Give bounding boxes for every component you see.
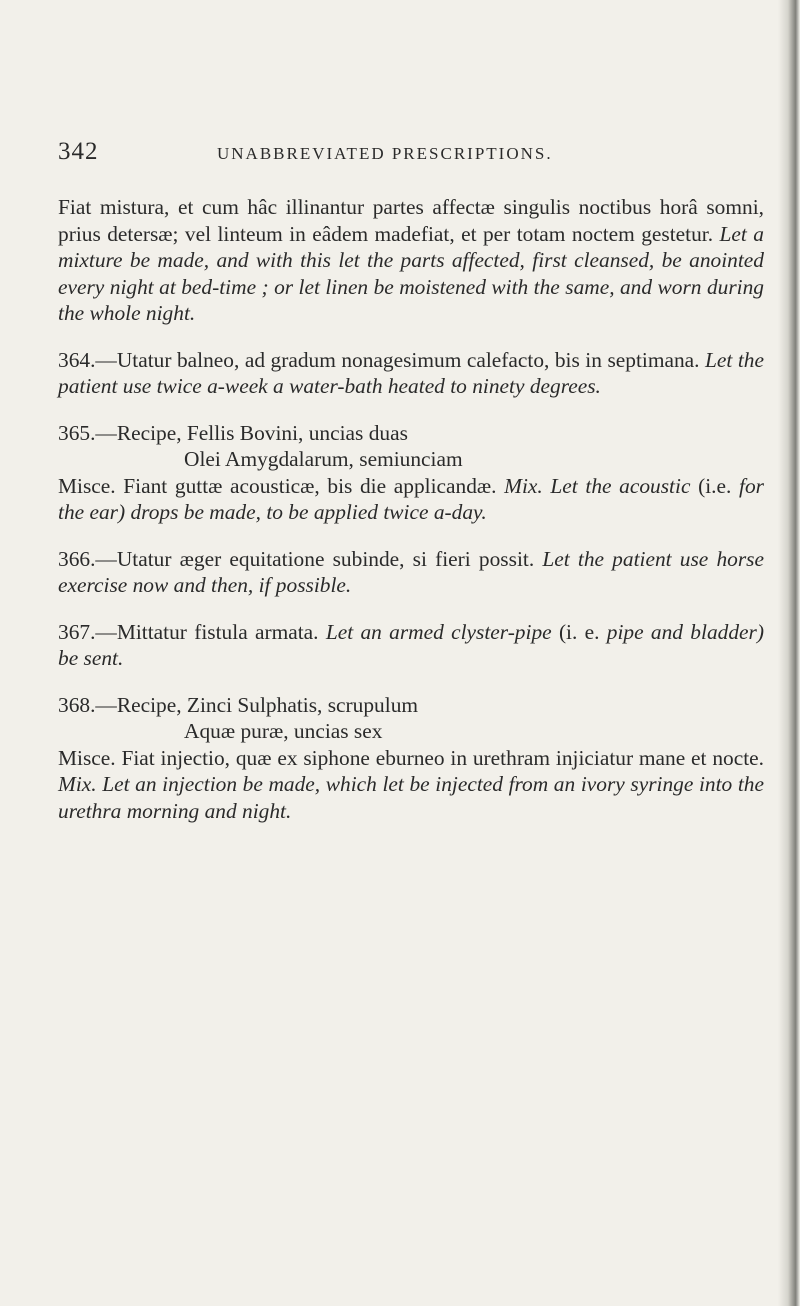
page-number: 342 bbox=[58, 138, 99, 165]
latin-text: 366.—Utatur æger equitatione subinde, si fieri possit. bbox=[58, 546, 535, 571]
page-body bbox=[58, 194, 764, 824]
running-head bbox=[58, 138, 758, 178]
english-translation: Mix. Let an injection be made, which let be injected from an ivory syringe into the urethra morning and night. bbox=[58, 772, 764, 823]
english-translation: Let a mixture be made, and with this let the parts affected, first cleansed, be anointed every night at bed-time ; or let linen be moistened with the same, and worn during the whole night. bbox=[58, 221, 764, 325]
recipe-line: 365.—Recipe, Fellis Bovini, uncias duas bbox=[58, 420, 408, 445]
prescription-entry bbox=[58, 194, 764, 327]
parenthetical: (i.e. bbox=[698, 473, 732, 498]
prescription-entry bbox=[58, 347, 764, 400]
latin-text: Fiat mistura, et cum hâc illinantur partes affectæ singulis noctibus horâ somni, prius detersæ; vel linteum in eâdem madefiat, et per totam noctem gestetur. bbox=[58, 195, 764, 246]
latin-text: Misce. Fiant guttæ acousticæ, bis die applicandæ. bbox=[58, 473, 497, 498]
english-translation: Let the patient use horse exercise now and then, if possible. bbox=[58, 546, 764, 597]
latin-text: 364.—Utatur balneo, ad gradum nonagesimum calefacto, bis in septimana. bbox=[58, 347, 700, 372]
recipe-line: Aquæ puræ, uncias sex bbox=[184, 719, 383, 743]
recipe-line: 368.—Recipe, Zinci Sulphatis, scrupulum bbox=[58, 692, 419, 717]
prescription-entry bbox=[58, 546, 764, 599]
english-translation: for the ear) drops be made, to be applied twice a-day. bbox=[58, 473, 764, 524]
latin-text: 367.—Mittatur fistula armata. bbox=[58, 619, 319, 644]
prescription-entry bbox=[58, 420, 764, 526]
recipe-line: Olei Amygdalarum, semiunciam bbox=[184, 447, 463, 471]
prescription-entry bbox=[58, 619, 764, 672]
prescription-entry bbox=[58, 692, 764, 825]
binding-shadow bbox=[778, 0, 800, 1306]
english-translation: pipe and bladder) be sent. bbox=[58, 619, 764, 670]
parenthetical: (i. e. bbox=[558, 619, 600, 644]
english-translation: Let the patient use twice a-week a water-bath heated to ninety degrees. bbox=[58, 347, 764, 398]
running-title: UNABBREVIATED PRESCRIPTIONS. bbox=[217, 144, 553, 163]
english-translation: Let an armed clyster-pipe bbox=[325, 619, 552, 644]
latin-text: Misce. Fiat injectio, quæ ex siphone eburneo in urethram injiciatur mane et nocte. bbox=[58, 745, 764, 770]
english-translation: Mix. Let the acoustic bbox=[504, 473, 691, 498]
